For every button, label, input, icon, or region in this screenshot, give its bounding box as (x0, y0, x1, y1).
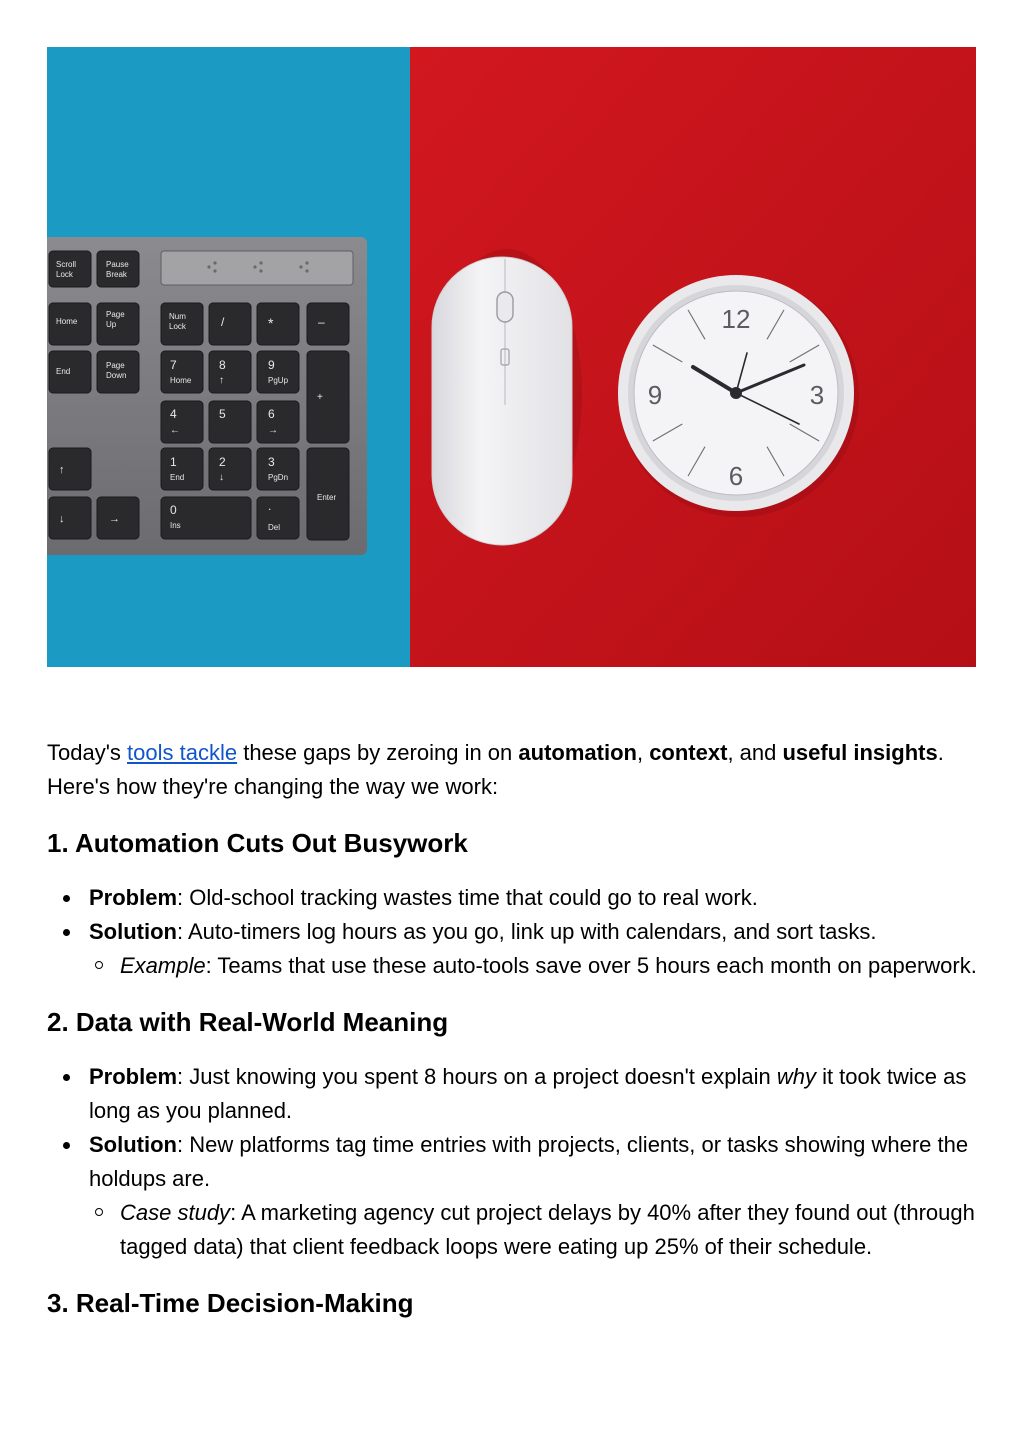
section-heading-3: 3. Real-Time Decision-Making (47, 1288, 414, 1318)
key-3-sub: PgDn (268, 473, 289, 482)
key-plus: + (317, 392, 323, 403)
solution-text: : Auto-timers log hours as you go, link up with calendars, and sort tasks. (176, 919, 877, 944)
clock-numeral-6: 6 (728, 461, 744, 491)
intro-text: , and (727, 740, 783, 765)
key-pagedown-1: Page (106, 361, 125, 370)
key-8-sub: ↑ (219, 375, 224, 386)
intro-text: these gaps by zeroing in on (237, 740, 519, 765)
key-numlock-1: Num (169, 312, 186, 321)
key-9: 9 (268, 358, 275, 372)
sub-list-item (89, 949, 977, 983)
key-1: 1 (170, 455, 177, 469)
key-dot: . (268, 499, 272, 513)
key-2: 2 (219, 455, 226, 469)
key-3: 3 (268, 455, 275, 469)
solution-label: Solution (89, 919, 177, 944)
key-9-sub: PgUp (268, 376, 289, 385)
example-label: Example (120, 953, 206, 978)
intro-text: . Here's how they're changing the way we work: (47, 740, 944, 799)
problem-label: Problem (89, 1064, 178, 1089)
bold-automation: automation (518, 740, 637, 765)
key-8: 8 (219, 358, 226, 372)
case-study-text: : A marketing agency cut project delays by 40% after they found out (through tagged data) that client feedback loops were eating up 25% of their schedule. (120, 1200, 975, 1259)
key-numlock-2: Lock (169, 322, 186, 331)
section-heading-2: 2. Data with Real-World Meaning (47, 1007, 449, 1037)
problem-text: it took twice as long as you planned. (89, 1064, 967, 1123)
key-scroll-2: Lock (56, 270, 73, 279)
clock-numeral-12: 12 (721, 304, 751, 334)
clock (618, 275, 859, 517)
list-item (47, 915, 977, 983)
list-item (47, 1128, 977, 1264)
key-multiply: * (268, 315, 274, 331)
list-item (47, 1060, 977, 1128)
solution-label: Solution (89, 1132, 177, 1157)
article-body (47, 736, 977, 1320)
bold-useful-insights: useful insights (782, 740, 938, 765)
sub-list-item (89, 1196, 977, 1264)
problem-label: Problem (89, 885, 178, 910)
intro-text: Today's (47, 740, 128, 765)
key-2-sub: ↓ (219, 472, 224, 483)
key-right-arrow: → (109, 513, 120, 525)
problem-text: : Old-school tracking wastes time that could go to real work. (177, 885, 758, 910)
key-6-sub: → (268, 425, 278, 436)
key-6: 6 (268, 407, 275, 421)
key-up-arrow: ↑ (59, 464, 65, 476)
keyboard (47, 237, 367, 555)
key-pause-1: Pause (106, 260, 129, 269)
key-pageup-2: Up (106, 320, 117, 329)
hero-image (47, 47, 976, 667)
example-text: : Teams that use these auto-tools save over 5 hours each month on paperwork. (205, 953, 977, 978)
key-7: 7 (170, 358, 177, 372)
key-home: Home (56, 317, 78, 326)
tools-tackle-link[interactable]: tools tackle (127, 740, 238, 765)
list-item (47, 881, 977, 915)
key-pageup-1: Page (106, 310, 125, 319)
intro-paragraph (47, 736, 977, 804)
key-4: 4 (170, 407, 177, 421)
section-2-list (47, 1060, 977, 1264)
section-heading-1: 1. Automation Cuts Out Busywork (47, 828, 468, 858)
key-1-sub: End (170, 473, 185, 482)
problem-emphasis: why (776, 1064, 816, 1089)
key-down-arrow: ↓ (59, 513, 65, 525)
key-end: End (56, 367, 71, 376)
key-pagedown-2: Down (106, 371, 127, 380)
clock-numeral-9: 9 (647, 380, 663, 410)
bold-context: context (649, 740, 728, 765)
key-4-sub: ← (170, 425, 180, 436)
case-study-label: Case study (120, 1200, 231, 1225)
problem-text: : Just knowing you spent 8 hours on a project doesn't explain (177, 1064, 777, 1089)
key-enter: Enter (317, 493, 337, 502)
intro-text: , (636, 740, 650, 765)
key-minus: – (318, 315, 325, 329)
key-scroll-1: Scroll (56, 260, 77, 269)
sub-list (89, 1196, 977, 1264)
sub-list (89, 949, 977, 983)
key-pause-2: Break (106, 270, 127, 279)
key-dot-sub: Del (268, 523, 281, 532)
section-1-list (47, 881, 977, 983)
key-divide: / (221, 315, 225, 329)
mouse (432, 249, 582, 545)
solution-text: : New platforms tag time entries with projects, clients, or tasks showing where the holdups are. (89, 1132, 969, 1191)
clock-numeral-3: 3 (809, 380, 825, 410)
key-5: 5 (219, 407, 226, 421)
key-7-sub: Home (170, 376, 192, 385)
key-0: 0 (170, 503, 177, 517)
key-0-sub: Ins (170, 521, 181, 530)
